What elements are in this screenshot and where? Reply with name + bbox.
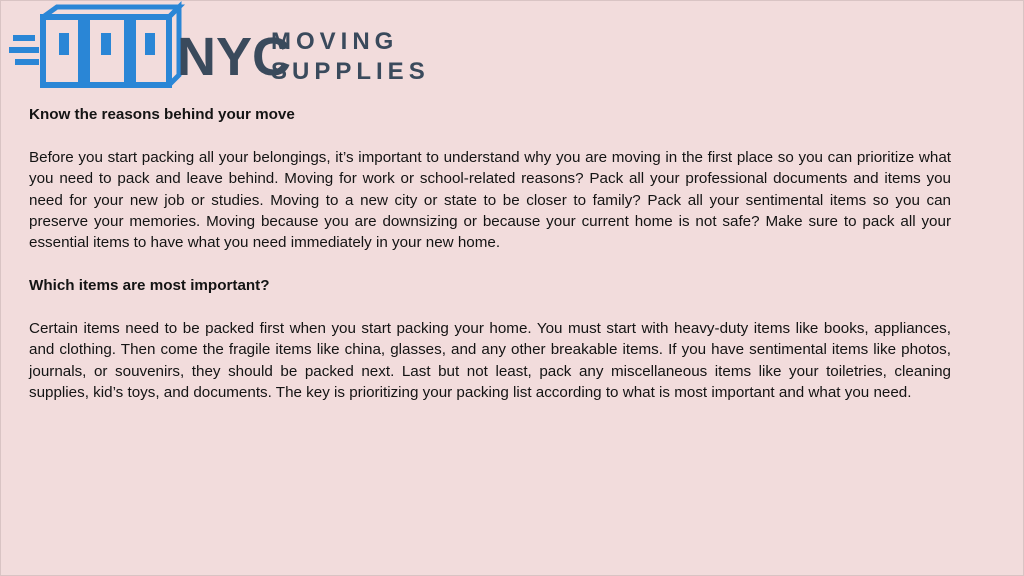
section-heading: Know the reasons behind your move xyxy=(29,106,295,123)
brand-main: NYC xyxy=(177,27,292,87)
article-content xyxy=(29,104,951,404)
brand-line2: SUPPLIES xyxy=(271,58,430,85)
section-heading: Which items are most important? xyxy=(29,277,270,295)
brand-logo xyxy=(9,5,430,91)
section-paragraph: Certain items need to be packed first when you start packing your home. You must start with heavy-duty items like books, appliances, and clothing. Then come the fragile items like china, glasses, and any other breakable items. If you have sentimental items like photos, journals, or souvenirs, they should be packed next. Last but not least, pack any miscellaneous items like your toiletries, cleaning supplies, kid’s toys, and documents. The key is prioritizing your packing list according to what is most important and what you need. xyxy=(29,320,951,402)
brand-line1: MOVING xyxy=(271,28,399,55)
moving-box-icon xyxy=(9,5,430,91)
section-paragraph: Before you start packing all your belongings, it’s important to understand why you are moving in the first place so you can prioritize what you need to pack and leave behind. Moving for work or school-related reasons? Pack all your professional documents and items you need for your new job or studies. Moving to a new city or state to be closer to family? Pack all your sentimental items so you can preserve your memories. Moving because you are downsizing or because your current home is not safe? Make sure to pack all your essential items to have what you need immediately in your new home. xyxy=(29,148,951,252)
